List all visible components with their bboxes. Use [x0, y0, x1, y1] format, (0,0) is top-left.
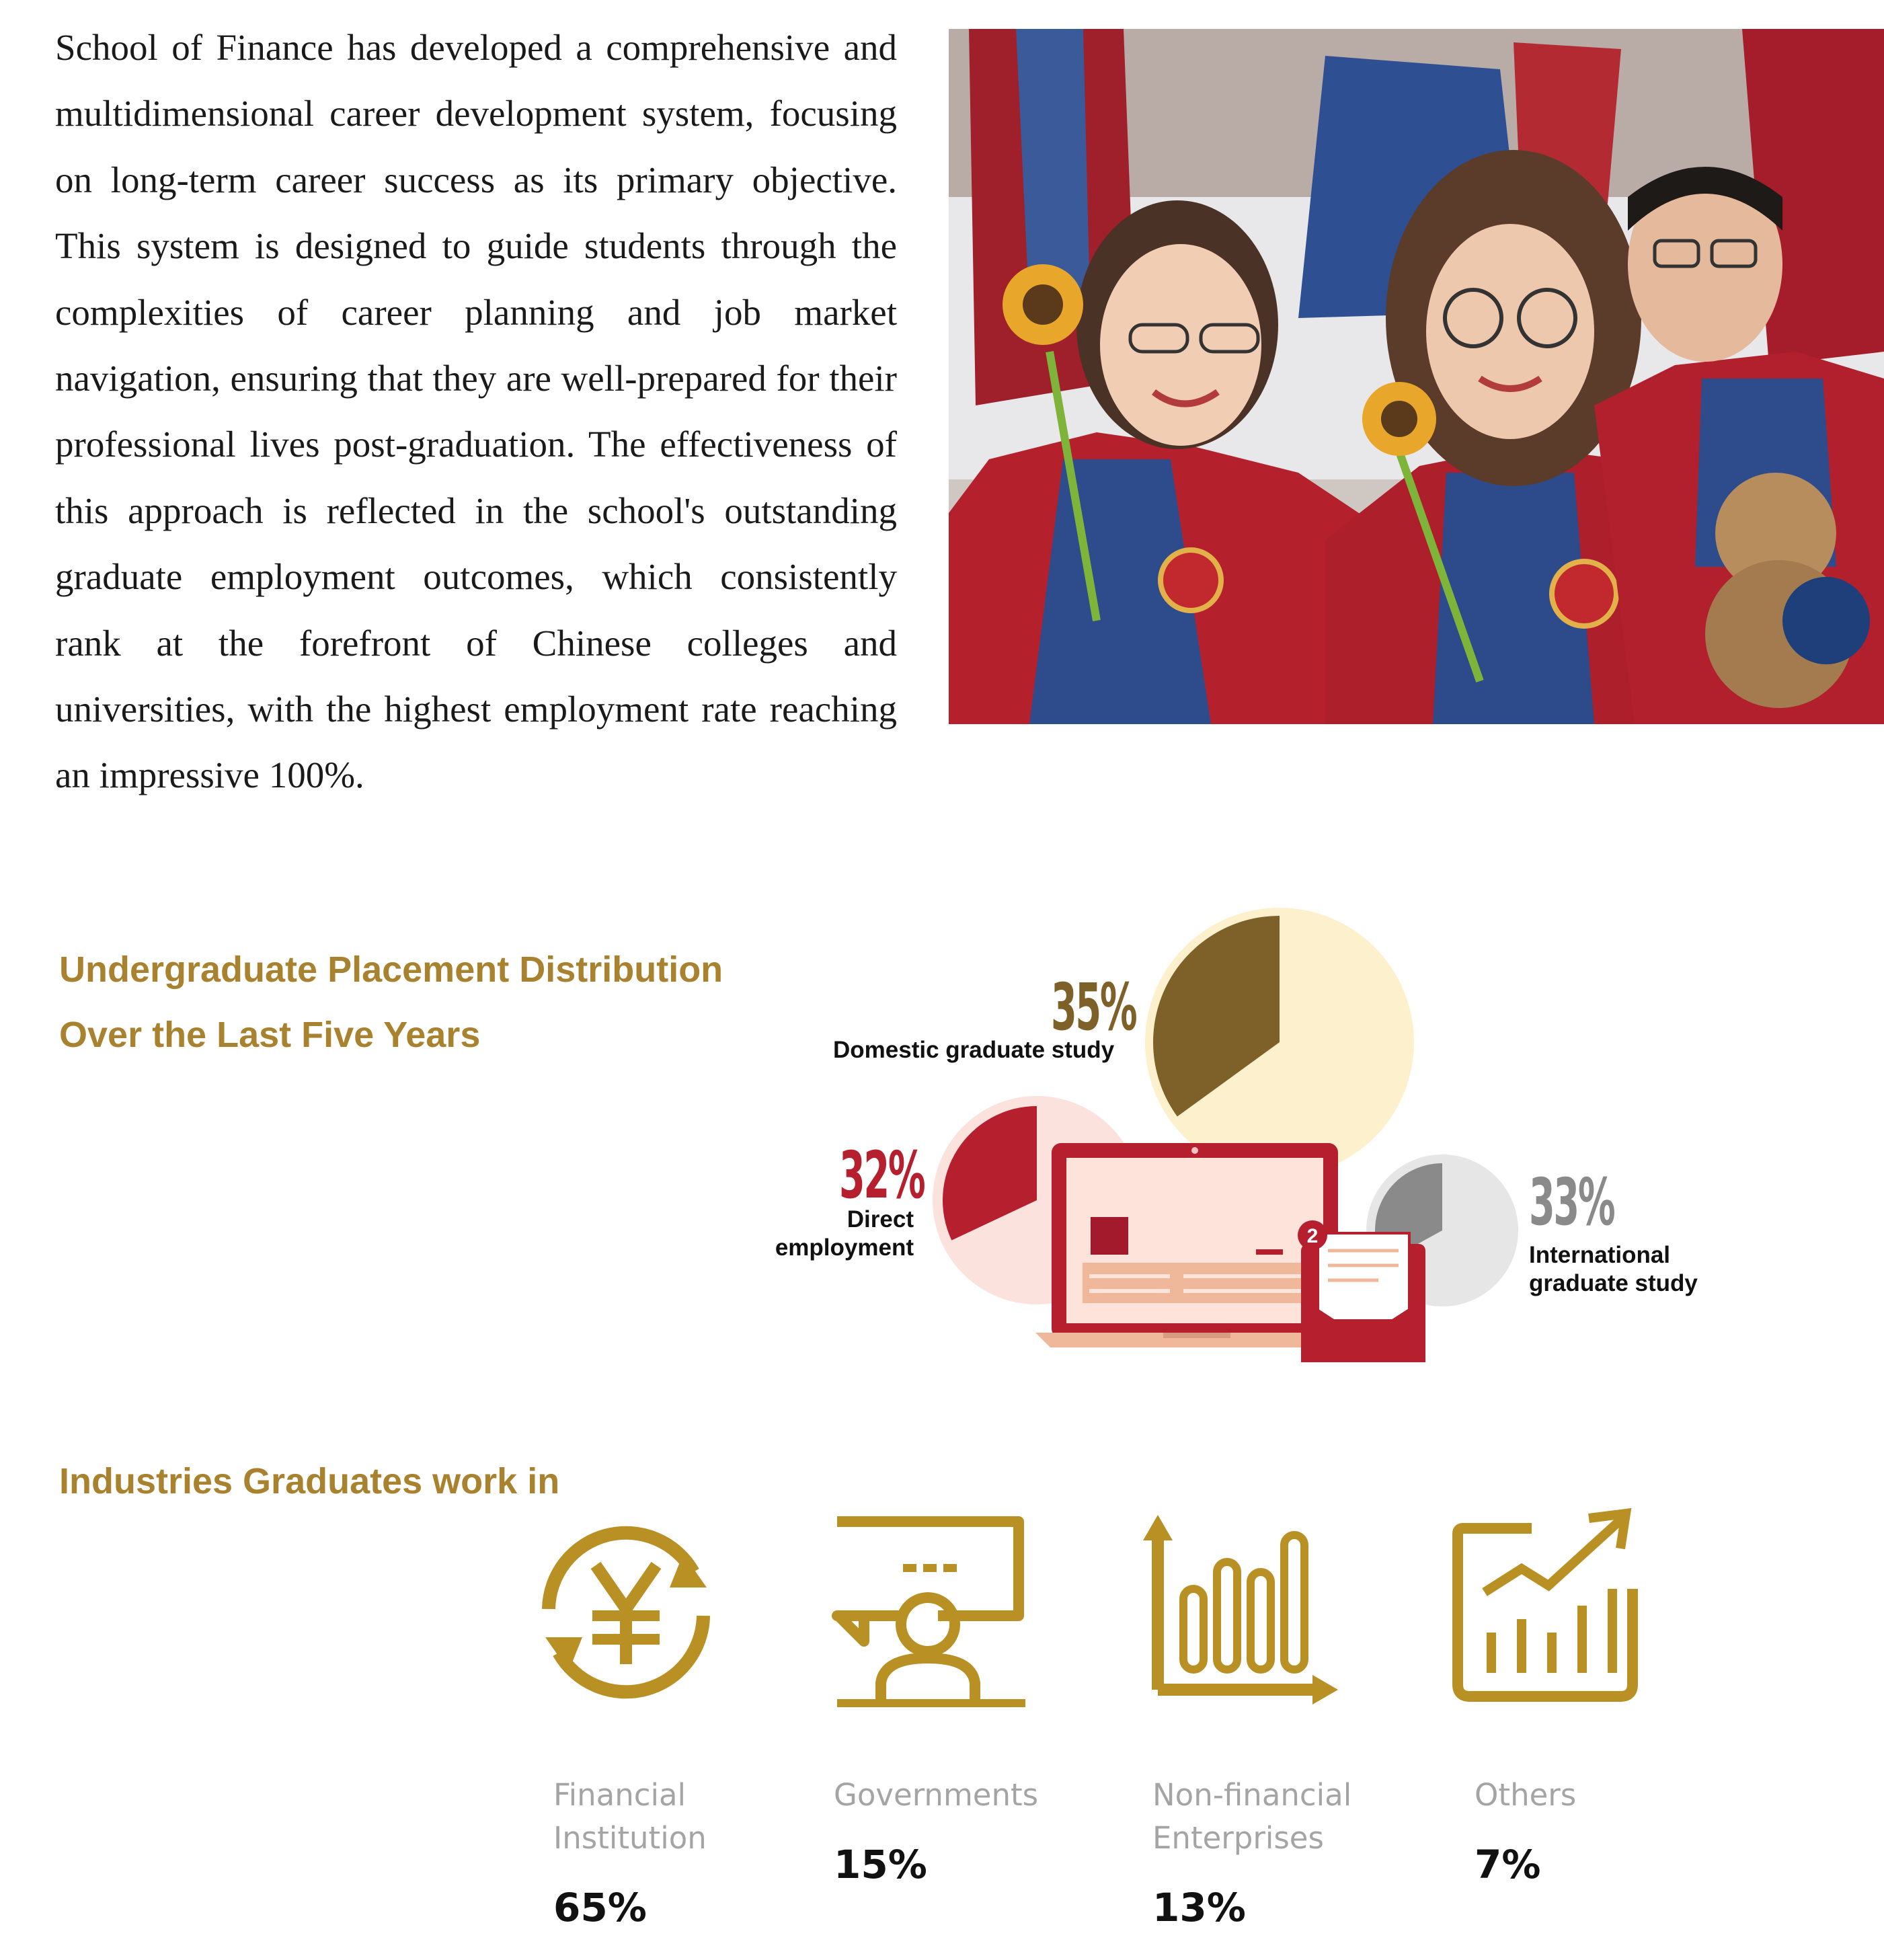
industries-title: Industries Graduates work in [59, 1461, 560, 1501]
industry-value-nonfinancial: 13% [1152, 1885, 1246, 1930]
graduation-photo [949, 29, 1884, 724]
international-label-line1: International [1529, 1242, 1671, 1268]
industry-value-others: 7% [1475, 1842, 1541, 1887]
direct-label-line2: employment [775, 1234, 914, 1261]
international-percent: 33% [1529, 1165, 1614, 1240]
intro-paragraph: School of Finance has developed a comprehensive and multidimensional career development system, focusing on long-term career success as its primary objective. This system is designed to guide students through the complexities of career planning and job market navigation, ensuring that they are well-prepared for their professional lives post-graduation. The effectiveness of this approach is reflected in the school's outstanding graduate employment outcomes, which consistently rank at the forefront of Chinese colleges and universities, with the highest employment rate reaching an impressive 100%. [55, 27, 897, 796]
speaker-person-icon [824, 1508, 1032, 1717]
envelope-icon [1298, 1220, 1425, 1362]
industry-label-others: Others [1475, 1777, 1577, 1813]
placement-title-line2: Over the Last Five Years [59, 1015, 481, 1055]
industry-value-financial: 65% [553, 1885, 647, 1930]
direct-percent: 32% [839, 1138, 925, 1213]
industry-value-governments: 15% [834, 1842, 927, 1887]
trend-chart-icon [1444, 1508, 1653, 1717]
industry-label-nonfinancial-2: Enterprises [1152, 1820, 1324, 1856]
bar-chart-icon [1136, 1508, 1345, 1717]
international-label-line2: graduate study [1529, 1270, 1698, 1296]
industry-label-financial-2: Institution [553, 1820, 707, 1856]
industry-label-nonfinancial-1: Non-financial [1152, 1777, 1352, 1813]
domestic-percent: 35% [1051, 970, 1136, 1045]
notification-badge: 2 [1306, 1225, 1319, 1247]
industry-label-governments: Governments [834, 1777, 1039, 1813]
yen-exchange-icon [522, 1508, 730, 1717]
industry-label-financial-1: Financial [553, 1777, 686, 1813]
placement-title-line1: Undergraduate Placement Distribution [59, 949, 723, 990]
domestic-label: Domestic graduate study [833, 1037, 1115, 1063]
direct-label-line1: Direct [847, 1206, 914, 1232]
